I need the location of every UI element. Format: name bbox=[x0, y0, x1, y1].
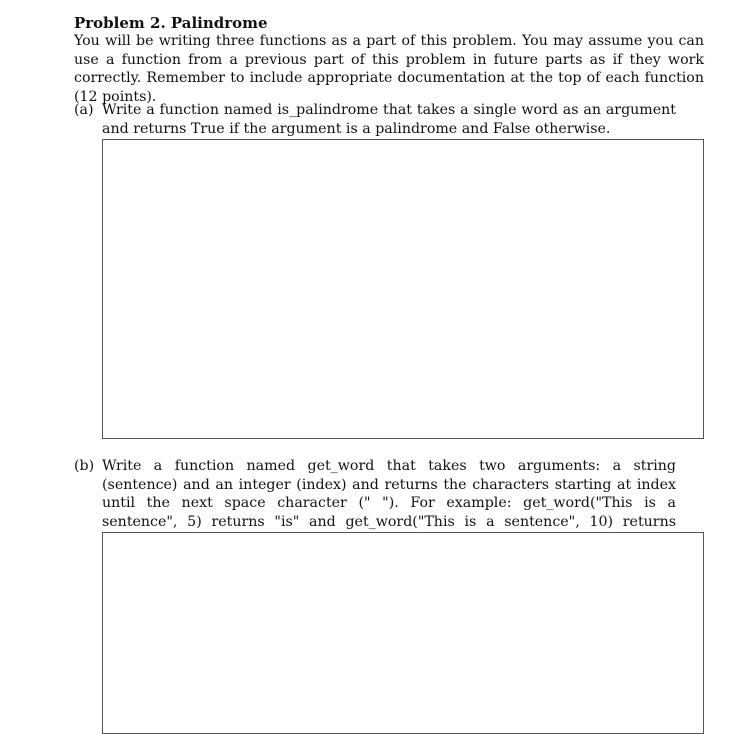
problem-intro: You will be writing three functions as a part of this problem. You may assume you can use a function from a previous part of this problem in future parts as if they work correctly. Remember to include appropriate documentation at the top of each function (12 points). bbox=[74, 33, 704, 105]
part-a bbox=[74, 101, 676, 138]
answer-box-b[interactable] bbox=[102, 532, 704, 734]
part-b-text: Write a function named get_word that takes two arguments: a string (sentence) and an integer (index) and returns the characters starting at index until the next space character (" "). For example: get_word("This is a sentence", 5) returns "is" and get_word("This is a sentence", 10) returns bbox=[102, 458, 676, 530]
part-a-label: (a) bbox=[74, 102, 94, 118]
problem-page bbox=[74, 14, 704, 530]
part-a-text: Write a function named is_palindrome that takes a single word as an argument and returns True if the argument is a palindrome and False otherwise. bbox=[102, 102, 676, 137]
answer-box-a[interactable] bbox=[102, 139, 704, 439]
part-b-label: (b) bbox=[74, 458, 95, 474]
problem-title: Problem 2. Palindrome bbox=[74, 14, 268, 32]
